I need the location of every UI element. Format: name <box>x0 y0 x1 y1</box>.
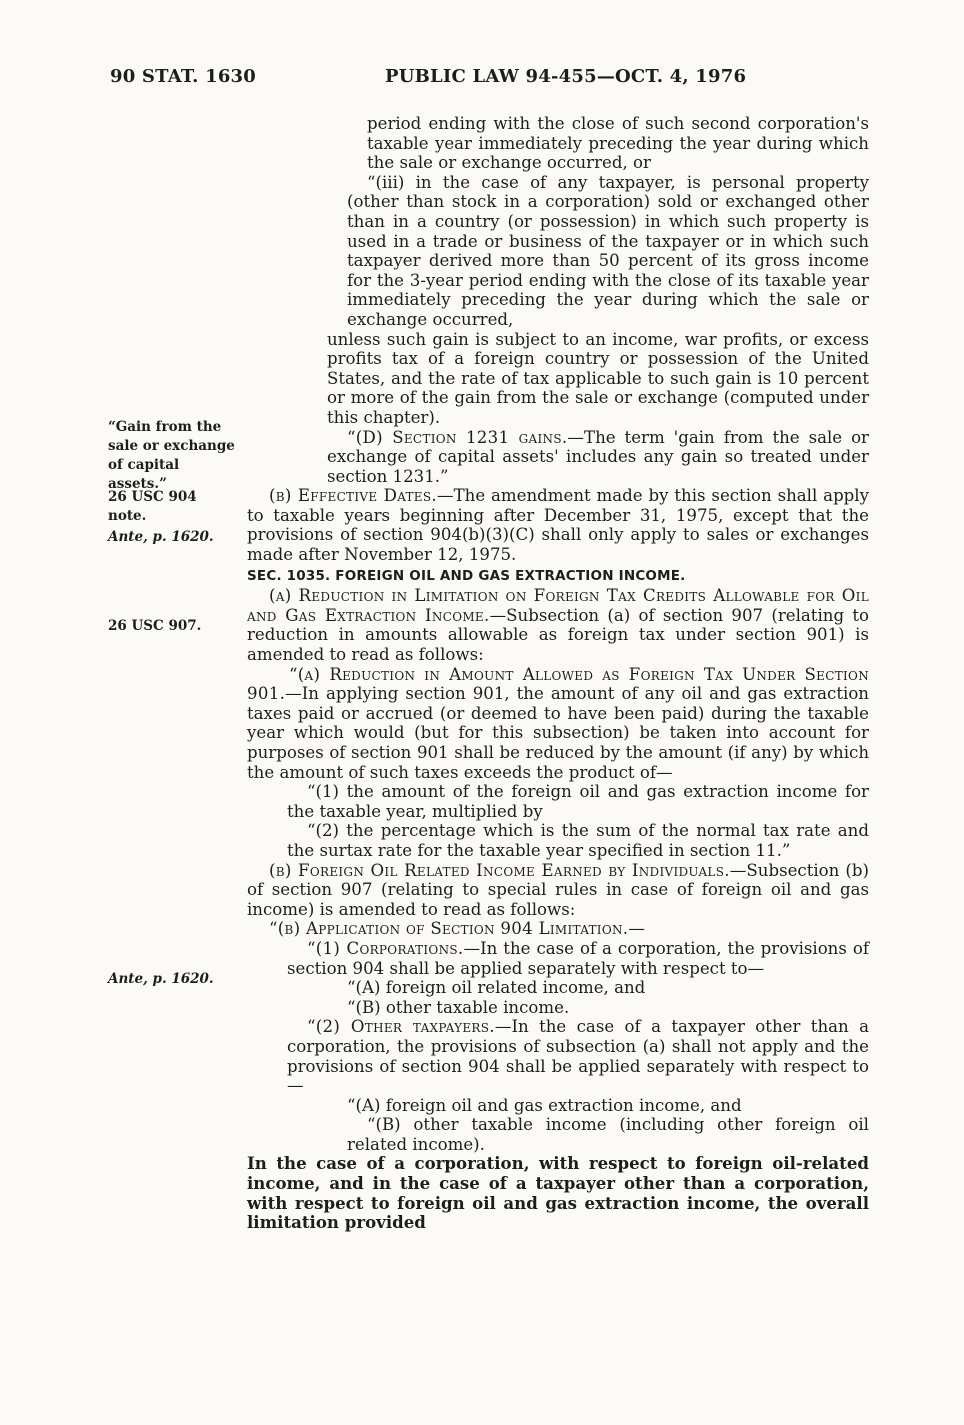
margin-note-gain: “Gain from the sale or exchange of capital assets.” <box>108 419 235 492</box>
subparagraph-a: “(A) foreign oil related income, and <box>347 978 646 998</box>
subparagraph-a: “(A) foreign oil and gas extraction income, and <box>347 1095 742 1115</box>
paragraph-1-corporations: “(1) Corporations.—In the case of a corporation, the provisions of section 904 shall be applied separately with respect to— <box>287 938 869 978</box>
subsection-b-effective-dates: (b) Effective Dates.—The amendment made by this section shall apply to taxable years beginning after December 31, 1975, except that the provisions of section 904(b)(3)(C) shall only apply to sales or exchanges made after November 12, 1975. <box>247 486 869 565</box>
paragraph-1: “(1) the amount of the foreign oil and gas extraction income for the taxable year, multiplied by <box>287 782 869 821</box>
subparagraph-b: “(B) other taxable income (including other foreign oil related income). <box>347 1115 869 1154</box>
quoted-subsection-b-heading: “(b) Application of Section 904 Limitation.— <box>269 919 646 939</box>
margin-note-usc-904: 26 USC 904 note. <box>108 489 197 524</box>
clause-iii: “(iii) in the case of any taxpayer, is personal property (other than stock in a corporation) sold or exchanged other than in a country (or possession) in which such property is used in a trade or business of the taxpayer or in which such taxpayer derived more than 50 percent of its gross income for the 3-year period ending with the close of its taxable year immediately preceding the year during which the sale or exchange occurred, <box>347 172 869 329</box>
section-heading: SEC. 1035. FOREIGN OIL AND GAS EXTRACTION INCOME. <box>247 567 686 584</box>
statute-text <box>247 114 869 1233</box>
paragraph-2: “(2) the percentage which is the sum of the normal tax rate and the surtax rate for the taxable year specified in section 11.” <box>287 821 869 860</box>
paragraph: unless such gain is subject to an income, war profits, or excess profits tax of a foreign country or possession of the United States, and the rate of tax applicable to such gain is 10 percent or more of the gain from the sale or exchange (computed under this chapter). <box>327 329 869 427</box>
subparagraph-b: “(B) other taxable income. <box>347 997 570 1017</box>
quoted-subsection-a: “(a) Reduction in Amount Allowed as Foreign Tax Under Section 901.—In applying section 901, the amount of any oil and gas extraction taxes paid or accrued (or deemed to have been paid) during the taxable year which would (but for this subsection) be taken into account for purposes of section 901 shall be reduced by the amount (if any) by which the amount of such taxes exceeds the product of— <box>247 664 869 782</box>
margin-note-ante-2: Ante, p. 1620. <box>108 971 214 987</box>
running-head: PUBLIC LAW 94-455—OCT. 4, 1976 <box>385 66 747 87</box>
margin-note-usc-907: 26 USC 907. <box>108 618 202 634</box>
subsection-a: (a) Reduction in Limitation on Foreign Tax Credits Allowable for Oil and Gas Extraction Income.—Subsection (a) of section 907 (relating to reduction in amounts allowable as foreign tax under section 901) is amended to read as follows: <box>247 586 870 665</box>
subparagraph-d: “(D) Section 1231 gains.—The term 'gain from the sale or exchange of capital assets' includes any gain so treated under section 1231.” <box>327 427 869 486</box>
subsection-b: (b) Foreign Oil Related Income Earned by Individuals.—Subsection (b) of section 907 (relating to special rules in case of foreign oil and gas income) is amended to read as follows: <box>247 860 869 919</box>
closing-paragraph: In the case of a corporation, with respect to foreign oil-related income, and in the case of a taxpayer other than a corporation, with respect to foreign oil and gas extraction income, the overall limitation provided <box>247 1153 869 1233</box>
page-citation: 90 STAT. 1630 <box>110 66 257 87</box>
paragraph-2-other-taxpayers: “(2) Other taxpayers.—In the case of a taxpayer other than a corporation, the provisions of subsection (a) shall not apply and the provisions of section 904 shall be applied separately with respect to— <box>287 1017 869 1096</box>
margin-note-ante-1: Ante, p. 1620. <box>108 529 214 545</box>
paragraph: period ending with the close of such second corporation's taxable year immediately preceding the year during which the sale or exchange occurred, or <box>367 114 869 173</box>
